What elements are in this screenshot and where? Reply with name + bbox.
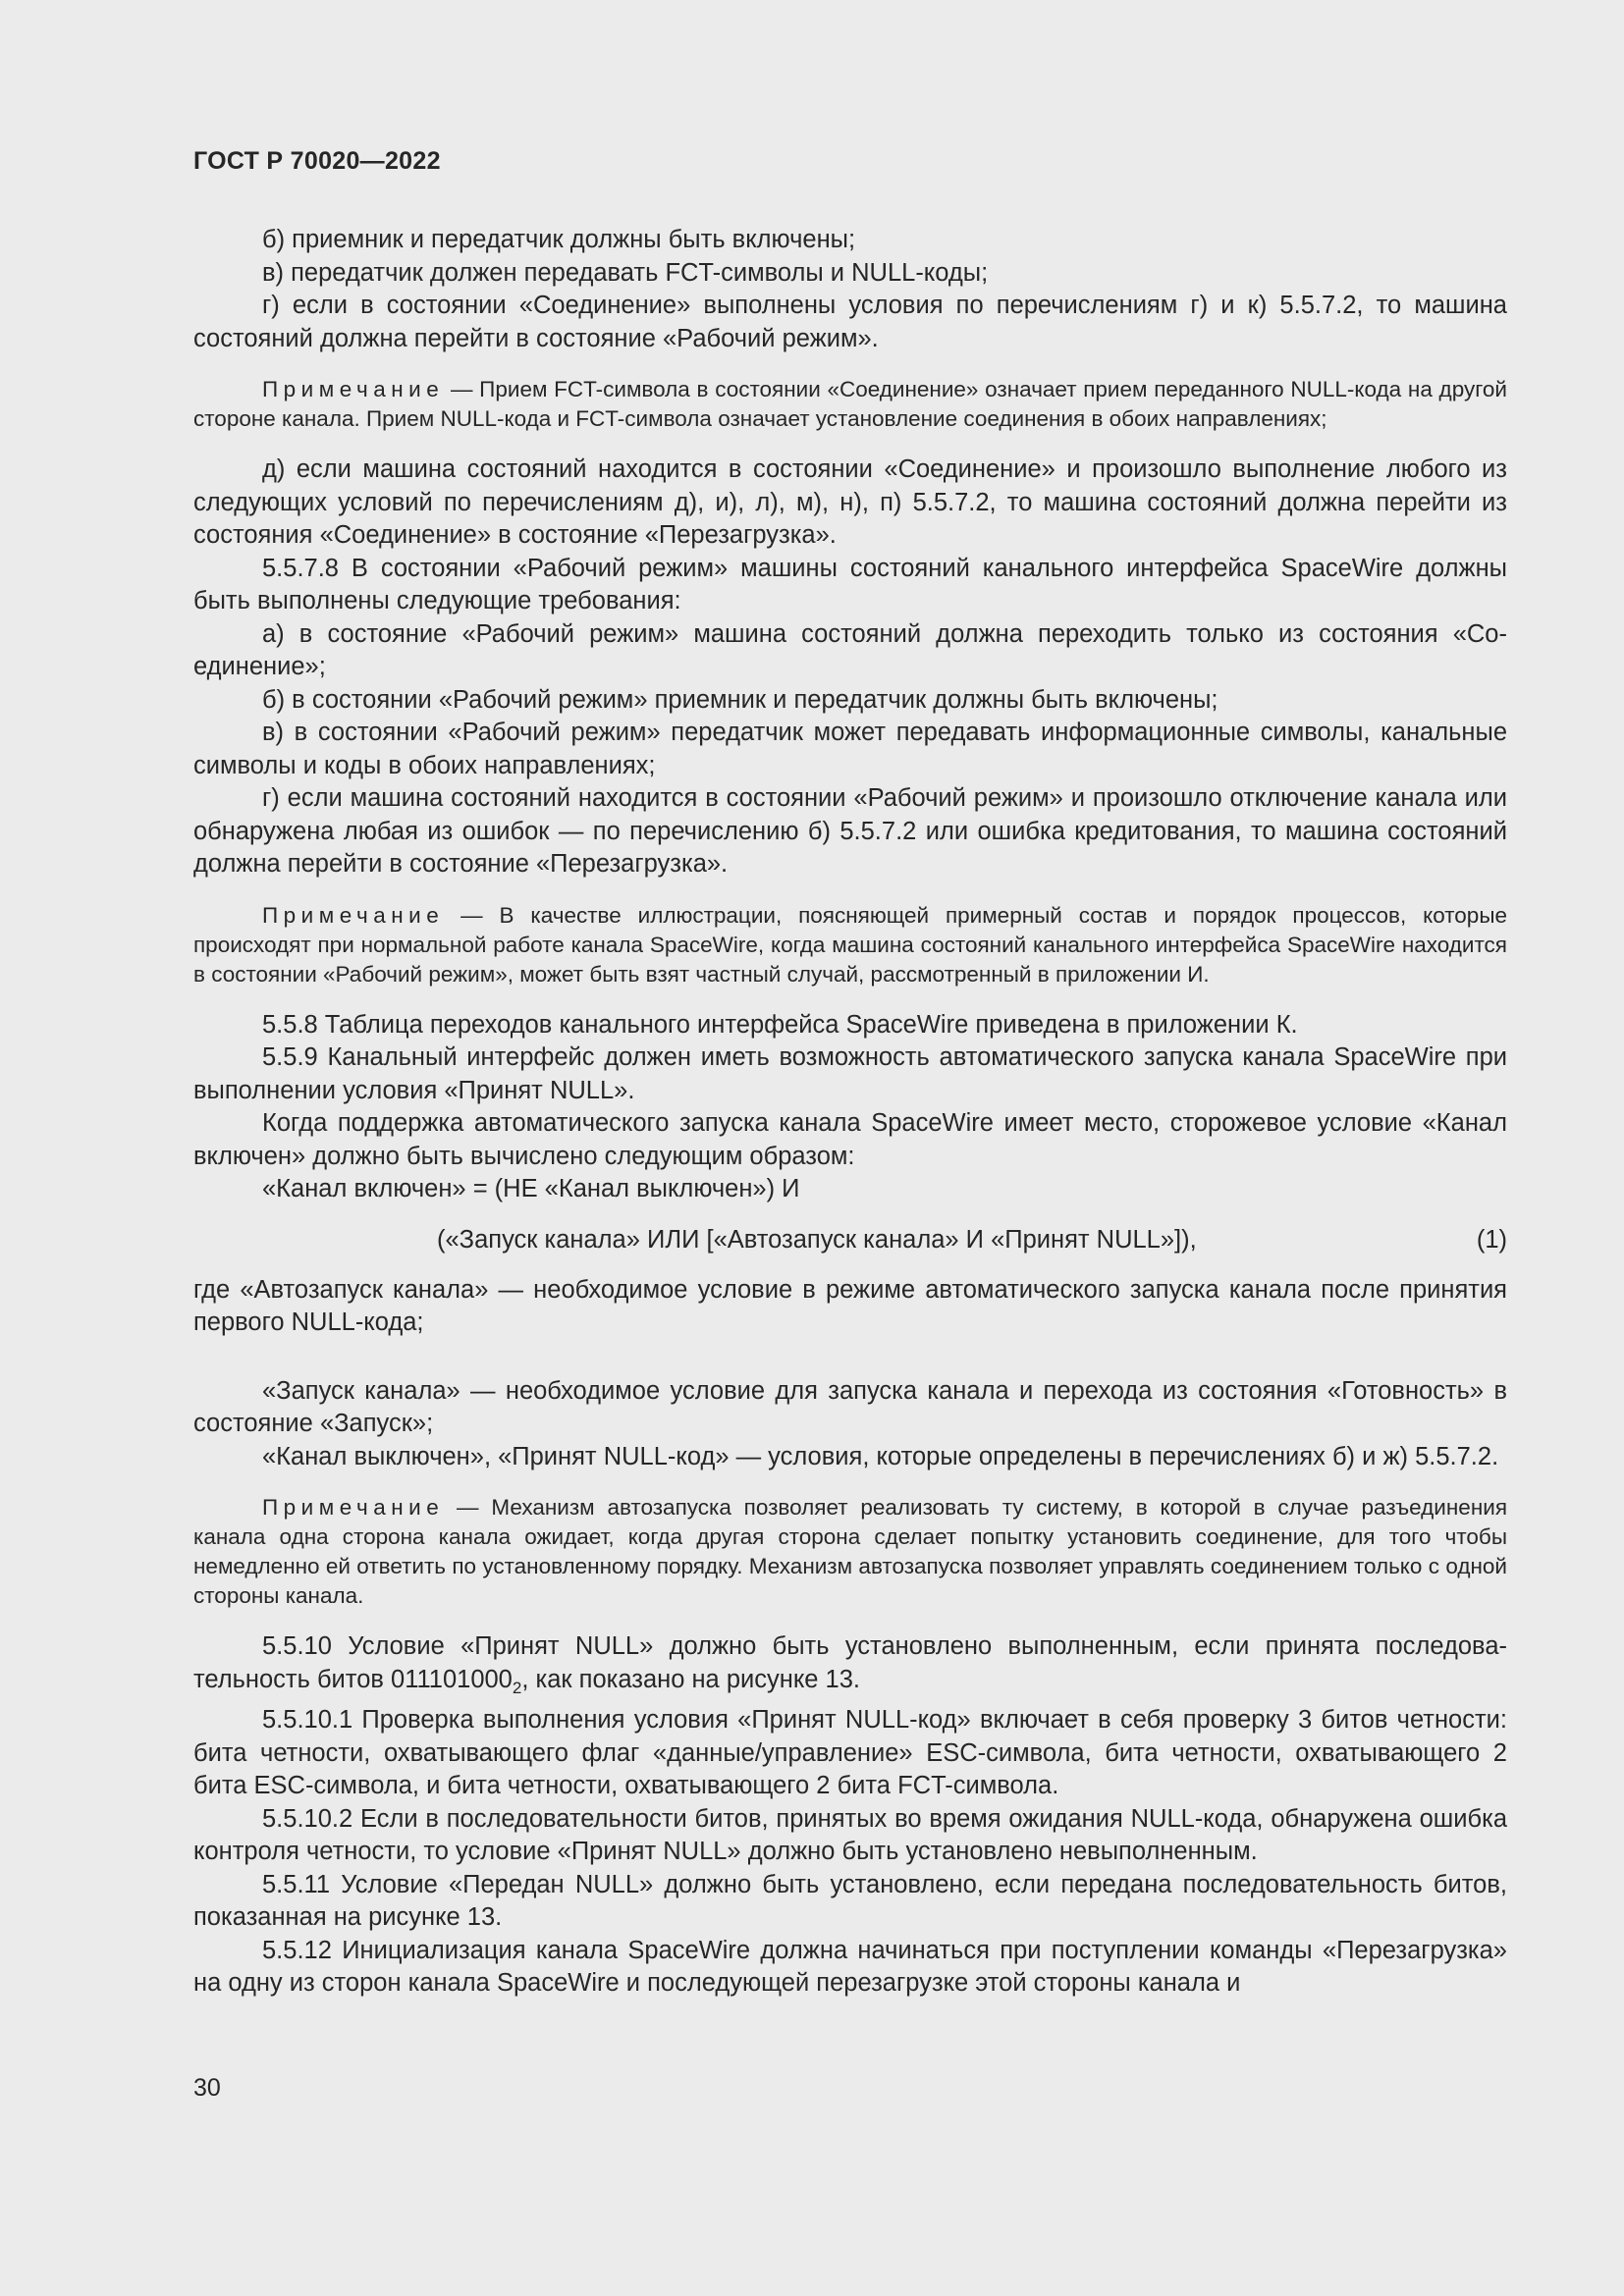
list-item-g2: г) если машина состояний находится в состоянии «Рабочий режим» и произошло отключение канала или обнаружена любая из ошибок — по перечислению б) 5.5.7.2 или ошибка кредитования, то машина состояний должна перейти в состояние «Перезагрузка». [193, 784, 1507, 878]
page-number: 30 [193, 2074, 221, 2102]
clause-text: 5.5.10 Условие «Принят NULL» должно быть установлено выполненным, если принята последовательность битов 011101000 [193, 1632, 1507, 1693]
list-item-b: б) приемник и передатчик должны быть включены; [262, 226, 856, 253]
clause-5-5-8: 5.5.8 Таблица переходов канального интерфейса SpaceWire приведена в приложении К. [262, 1010, 1298, 1039]
subscript: 2 [512, 1678, 522, 1697]
document-header: ГОСТ Р 70020—2022 [193, 147, 441, 175]
list-item-g: г) если в состоянии «Соединение» выполнены условия по перечислениям г) и к) 5.5.7.2, то машина состояний должна перейти в состояние «Рабочий режим». [193, 292, 1507, 352]
formula-term-launch: «Запуск канала» — необходимое условие для запуска канала и перехода из состояния «Готовность» в состояние «Запуск»; [193, 1376, 1507, 1437]
note-text: — Механизм автозапуска позволяет реализовать ту систему, в которой в случае разъединения канала одна сторона канала ожидает, когда другая сторона сделает попытку установить соединение, для того чтобы немедленно ей ответить по установленному порядку. Механизм автозапуска позволяет управлять соединением только с одной стороны канала. [193, 1495, 1507, 1608]
clause-5-5-10-2: 5.5.10.2 Если в последовательности битов, принятых во время ожидания NULL-кода, обнаружена ошибка контроля четности, то условие «Принят NULL» должно быть установлено невыполненным. [193, 1804, 1507, 1865]
list-item-v2: в) в состоянии «Рабочий режим» передатчик может передавать информационные символы, канальные символы и коды в обоих направлениях; [193, 719, 1507, 779]
list-item-b2: б) в состоянии «Рабочий режим» приемник и передатчик должны быть включены; [262, 685, 1218, 714]
note-label: Примечание [262, 377, 445, 401]
clause-text-end: , как показано на рисунке 13. [521, 1665, 860, 1693]
formula-expression: («Запуск канала» ИЛИ [«Автозапуск канала» И «Принят NULL»]), [437, 1225, 1197, 1254]
clause-5-5-9: 5.5.9 Канальный интерфейс должен иметь возможность автоматического запуска канала SpaceWire при выполнении условия «Принят NULL». [193, 1043, 1507, 1104]
note-text: — Прием FCT-символа в состоянии «Соединение» означает прием переданного NULL-кода на другой стороне канала. Прием NULL-кода и FCT-символа означает установление соединения в обоих направлениях; [193, 377, 1507, 431]
list-item-a: а) в состояние «Рабочий режим» машина состояний должна переходить только из состояния «Соединение»; [193, 619, 1507, 680]
list-item-d: д) если машина состояний находится в состоянии «Соединение» и произошло выполнение любого из следующих условий по перечислениям д), и), л), м), н), п) 5.5.7.2, то машина состояний должна перейти из состояния «Соединение» в состояние «Перезагрузка». [193, 455, 1507, 549]
formula-term-disabled: «Канал выключен», «Принят NULL-код» — условия, которые определены в перечислениях б) и ж) 5.5.7.2. [262, 1442, 1499, 1470]
formula-explanation: где «Автозапуск канала» — необходимое условие в режиме автоматического запуска канала после принятия первого NULL-кода; [193, 1275, 1507, 1336]
formula-number: (1) [1476, 1225, 1507, 1254]
note-text: — В качестве иллюстрации, поясняющей примерный состав и порядок процессов, которые происходят при нормальной работе канала SpaceWire, когда машина состояний канального интерфейса SpaceWire находится в состоянии «Рабочий режим», может быть взят частный случай, рассмотренный в приложении И. [193, 902, 1507, 987]
formula-line-2 [193, 1224, 1507, 1256]
note-3 [193, 1493, 1507, 1611]
page-body [193, 224, 1507, 2001]
clause-5-5-12: 5.5.12 Инициализация канала SpaceWire должна начинаться при поступлении команды «Перезагрузка» на одну из сторон канала SpaceWire и последующей перезагрузке этой стороны канала и [193, 1936, 1507, 1997]
clause-5-5-10-1: 5.5.10.1 Проверка выполнения условия «Принят NULL-код» включает в себя проверку 3 битов четности: бита четности, охватывающего флаг «данные/управление» ESC-символа, бита четности, охватывающего 2 бита ESC-символа, и бита четности, охватывающего 2 бита FCT-символа. [193, 1706, 1507, 1799]
note-2 [193, 901, 1507, 989]
clause-5-5-11: 5.5.11 Условие «Передан NULL» должно быть установлено, если передана последовательность битов, показанная на рисунке 13. [193, 1870, 1507, 1931]
clause-5-5-7-8: 5.5.7.8 В состоянии «Рабочий режим» машины состояний канального интерфейса SpaceWire должны быть выполнены следующие требования: [193, 554, 1507, 614]
paragraph-autostart: Когда поддержка автоматического запуска канала SpaceWire имеет место, сторожевое условие «Канал включен» должно быть вычислено следующим образом: [193, 1109, 1507, 1170]
note-label: Примечание [262, 1495, 445, 1520]
clause-5-5-10 [193, 1630, 1507, 1704]
list-item-v: в) передатчик должен передавать FCT-символы и NULL-коды; [262, 258, 989, 287]
note-label: Примечание [262, 902, 445, 928]
note-1 [193, 375, 1507, 434]
formula-line-1: «Канал включен» = (НЕ «Канал выключен») И [262, 1175, 800, 1202]
